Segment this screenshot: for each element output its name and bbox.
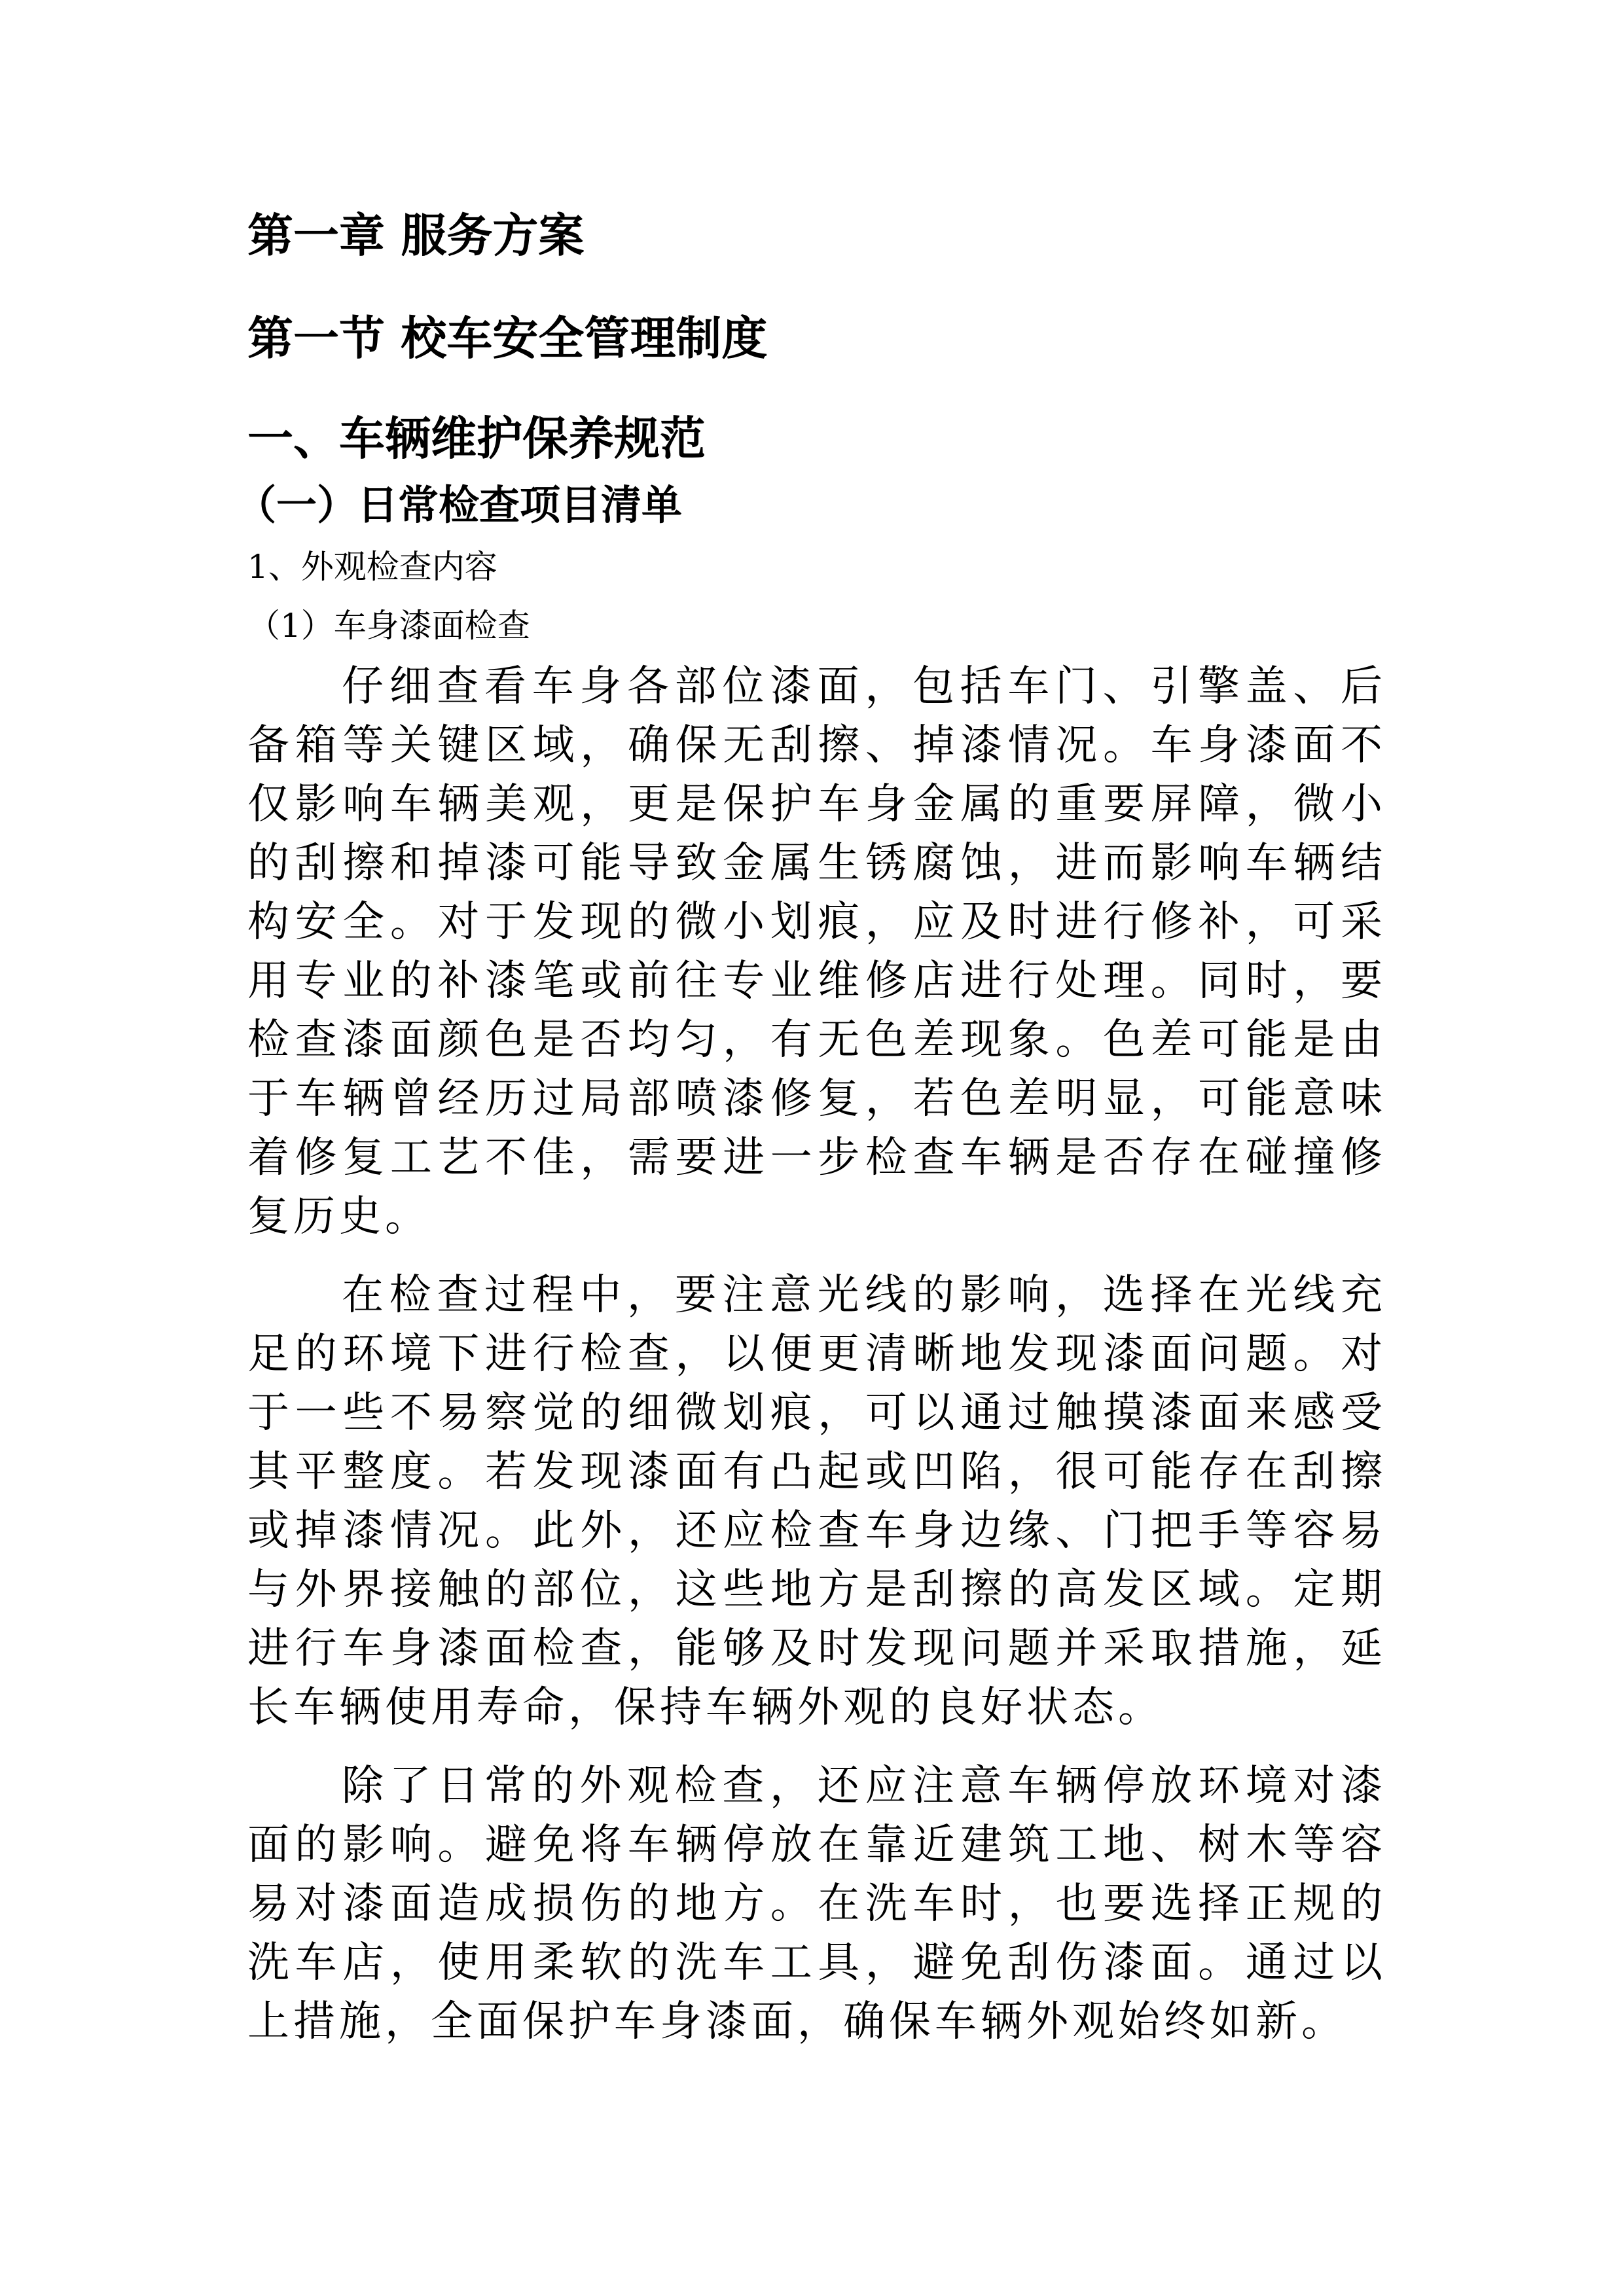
paragraph: 除了日常的外观检查，还应注意车辆停放环境对漆面的影响。避免将车辆停放在靠近建筑工地、树木等容易对漆面造成损伤的地方。在洗车时，也要选择正规的洗车店，使用柔软的洗车工具，避免刮伤漆面。通过以上措施，全面保护车身漆面，确保车辆外观始终如新。 [247,1762,1386,2046]
subsection-title: 一、车辆维护保养规范 [247,411,706,465]
paragraph: 仔细查看车身各部位漆面，包括车门、引擎盖、后备箱等关键区域，确保无刮擦、掉漆情况。车身漆面不仅影响车辆美观，更是保护车身金属的重要屏障，微小的刮擦和掉漆可能导致金属生锈腐蚀，进而影响车辆结构安全。对于发现的微小划痕，应及时进行修补，可采用专业的补漆笔或前往专业维修店进行处理。同时，要检查漆面颜色是否均匀，有无色差现象。色差可能是由于车辆曾经历过局部喷漆修复，若色差明显，可能意味着修复工艺不佳，需要进一步检查车辆是否存在碰撞修复历史。 [247,662,1386,1241]
subitem-title: （1）车身漆面检查 [247,607,530,645]
paragraph: 在检查过程中，要注意光线的影响，选择在光线充足的环境下进行检查，以便更清晰地发现漆面问题。对于一些不易察觉的细微划痕，可以通过触摸漆面来感受其平整度。若发现漆面有凸起或凹陷，很可能存在刮擦或掉漆情况。此外，还应检查车身边缘、门把手等容易与外界接触的部位，这些地方是刮擦的高发区域。定期进行车身漆面检查，能够及时发现问题并采取措施，延长车辆使用寿命，保持车辆外观的良好状态。 [247,1271,1386,1732]
item-title: 1、外观检查内容 [247,548,497,586]
section-title: 第一节 校车安全管理制度 [247,311,768,365]
chapter-title: 第一章 服务方案 [247,208,585,262]
subsubsection-title: （一）日常检查项目清单 [236,481,683,529]
